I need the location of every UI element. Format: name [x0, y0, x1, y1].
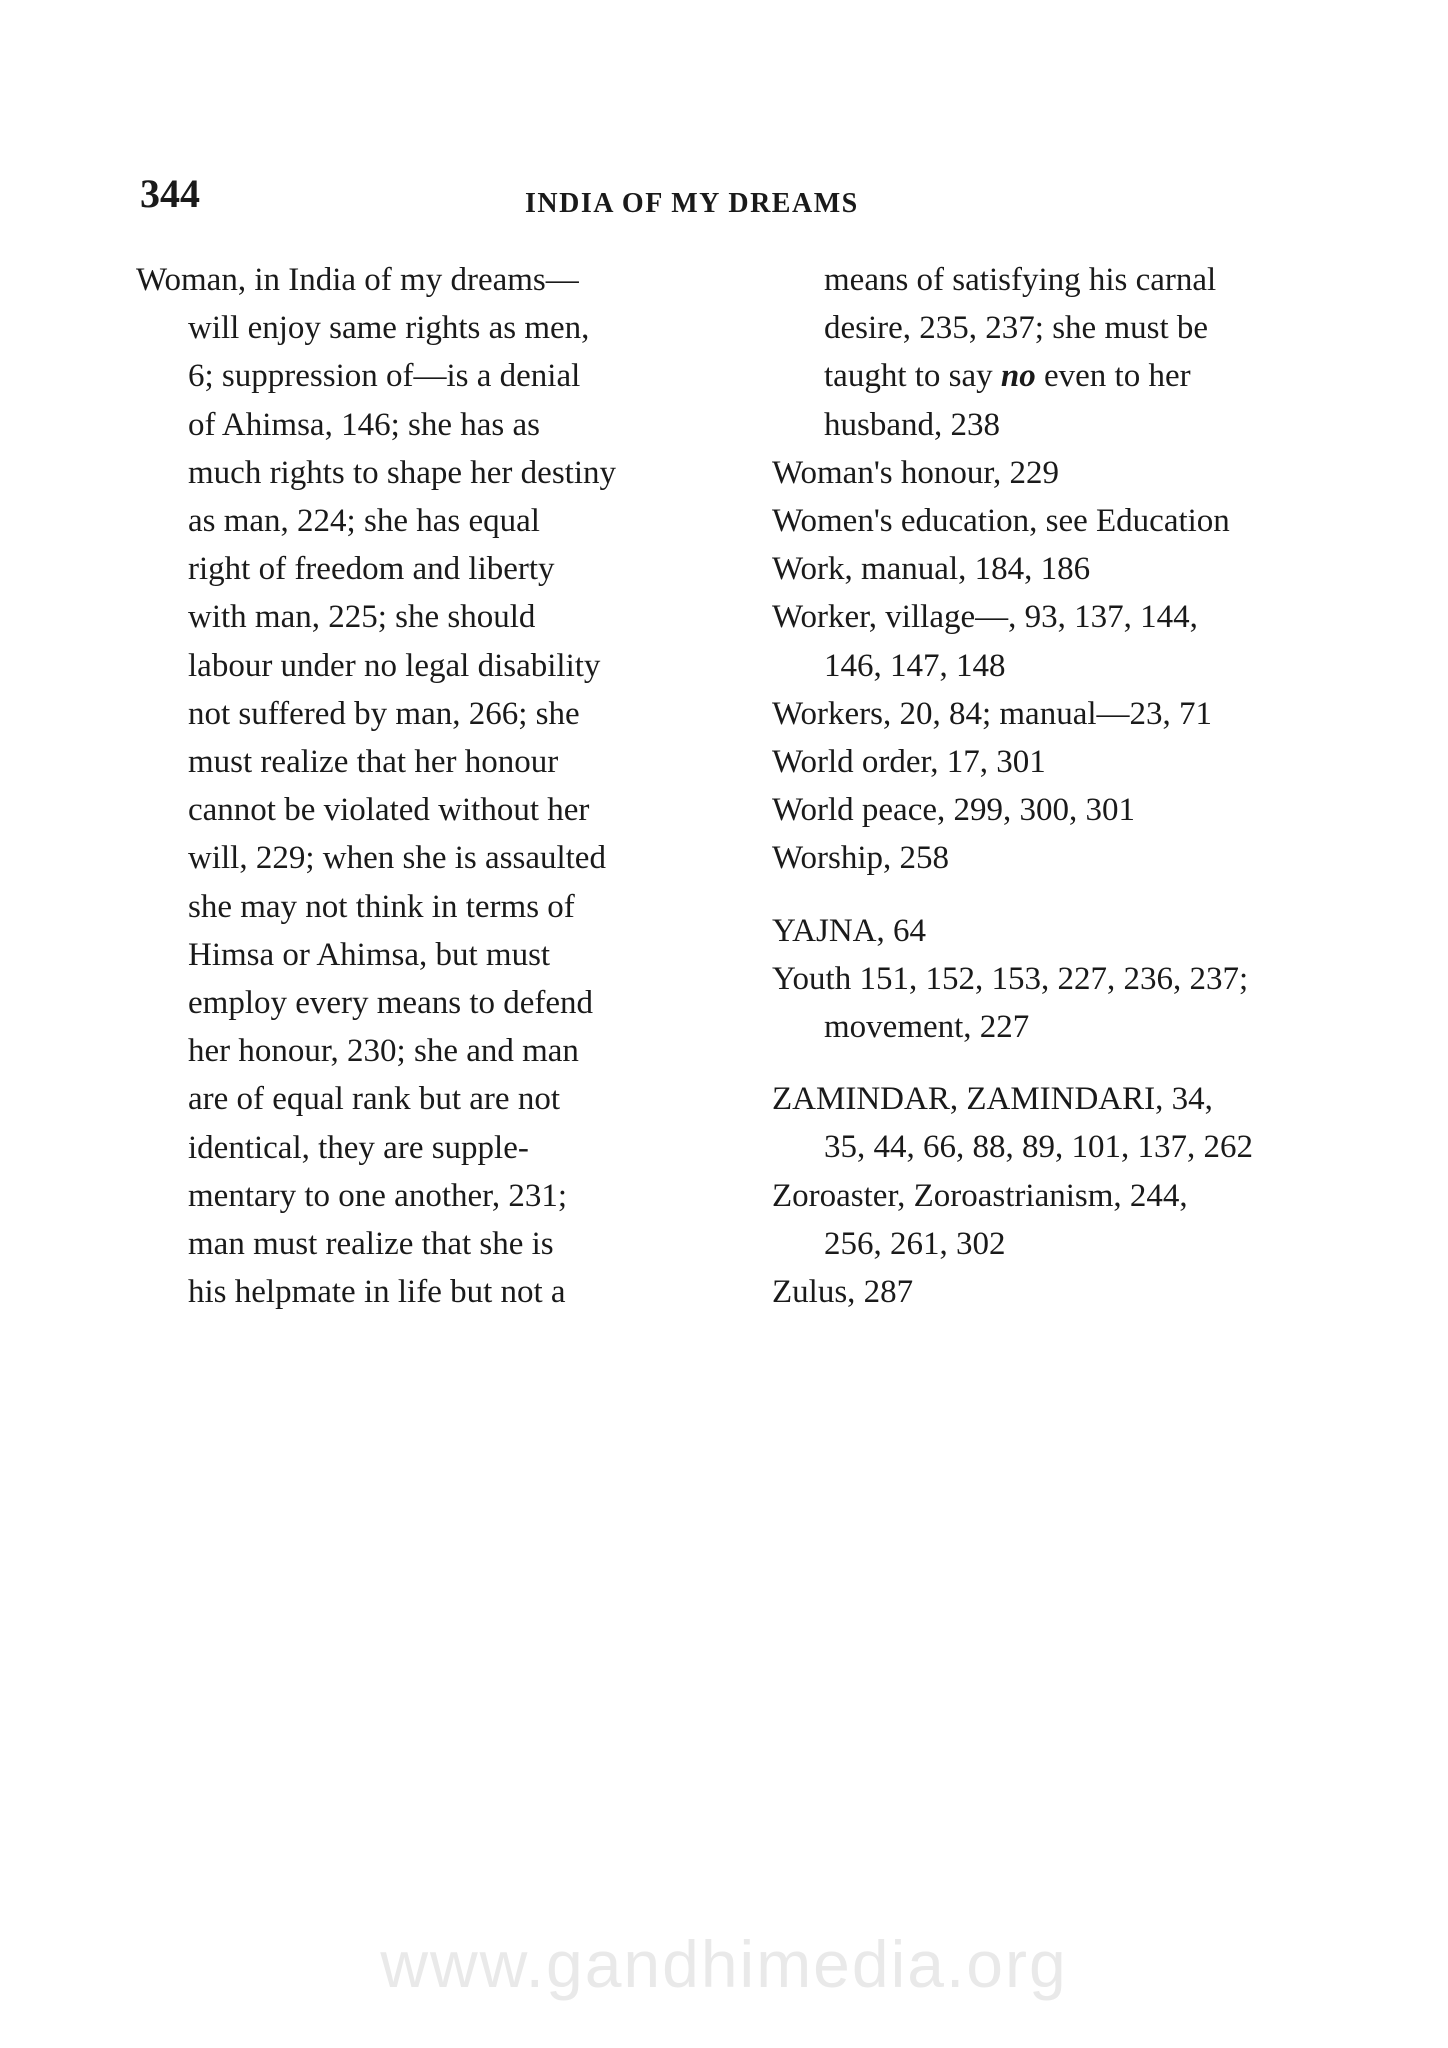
index-entry-line: much rights to shape her destiny: [188, 454, 617, 491]
index-entry-line: mentary to one another, 231;: [188, 1177, 567, 1214]
index-entry-heading: Worship, 258: [772, 840, 950, 877]
index-entry-heading: Zoroaster, Zoroastrianism, 244,: [772, 1177, 1188, 1214]
index-entry-heading: YAJNA, 64: [772, 912, 927, 949]
index-entry-line: she may not think in terms of: [188, 888, 575, 925]
index-entry-line: Himsa or Ahimsa, but must: [188, 936, 551, 973]
index-entry-line: 35, 44, 66, 88, 89, 101, 137, 262: [824, 1129, 1253, 1166]
index-entry-heading: Zulus, 287: [772, 1274, 914, 1311]
index-entry-line: are of equal rank but are not: [188, 1081, 560, 1118]
section-gap: [772, 883, 1332, 907]
index-entry-line: with man, 225; she should: [188, 599, 536, 636]
index-entry-heading: Woman's honour, 229: [772, 454, 1060, 491]
index-entry-line: husband, 238: [824, 406, 1000, 443]
index-text: taught to say: [824, 358, 1001, 395]
index-entry-line: cannot be violated without her: [188, 792, 590, 829]
index-entry-line: movement, 227: [824, 1009, 1030, 1046]
page-number: 344: [140, 171, 200, 216]
index-entry-line: 146, 147, 148: [824, 647, 1006, 684]
index-entry-line: 6; suppression of—is a denial: [188, 358, 581, 395]
index-entry-heading: Worker, village—, 93, 137, 144,: [772, 599, 1198, 636]
watermark: www.gandhimedia.org: [380, 1927, 1068, 2001]
index-entry-line: desire, 235, 237; she must be: [824, 310, 1209, 347]
index-entry-line: means of satisfying his carnal: [824, 262, 1217, 298]
section-gap: [772, 1051, 1332, 1075]
index-entry-heading: World peace, 299, 300, 301: [772, 792, 1135, 829]
index-entry-line: man must realize that she is: [188, 1226, 554, 1263]
index-entry-line: of Ahimsa, 146; she has as: [188, 406, 540, 443]
index-entry-line: must realize that her honour: [188, 744, 559, 781]
index-entry-line: will, 229; when she is assaulted: [188, 840, 606, 877]
index-column-left: [136, 256, 696, 1316]
index-entry-line: not suffered by man, 266; she: [188, 695, 580, 732]
index-entry-heading: Women's education, see Education: [772, 503, 1230, 540]
index-entry-heading: Woman, in India of my dreams—: [136, 262, 579, 298]
index-entry-line: [772, 352, 1332, 400]
index-entry-line: identical, they are supple-: [188, 1129, 529, 1166]
index-entry-line: will enjoy same rights as men,: [188, 310, 590, 347]
index-entry-line: her honour, 230; she and man: [188, 1033, 579, 1070]
index-italic-word: no: [1000, 358, 1036, 395]
index-entry-line: 256, 261, 302: [824, 1225, 1006, 1262]
index-column-right: [772, 256, 1332, 1316]
index-entry-heading: Youth 151, 152, 153, 227, 236, 237;: [772, 960, 1249, 997]
index-entry-line: labour under no legal disability: [188, 647, 601, 684]
index-text: even to her: [1035, 358, 1191, 395]
index-entry-heading: Work, manual, 184, 186: [772, 551, 1091, 588]
index-entry-line: as man, 224; she has equal: [188, 503, 540, 540]
index-entry-heading: ZAMINDAR, ZAMINDARI, 34,: [772, 1081, 1213, 1118]
running-head: INDIA OF MY DREAMS: [525, 188, 859, 219]
index-entry-line: his helpmate in life but not a: [188, 1274, 566, 1311]
index-entry-line: employ every means to defend: [188, 985, 594, 1022]
index-entry-heading: World order, 17, 301: [772, 744, 1046, 781]
index-entry-line: right of freedom and liberty: [188, 551, 555, 588]
index-entry-heading: Workers, 20, 84; manual—23, 71: [772, 695, 1213, 732]
